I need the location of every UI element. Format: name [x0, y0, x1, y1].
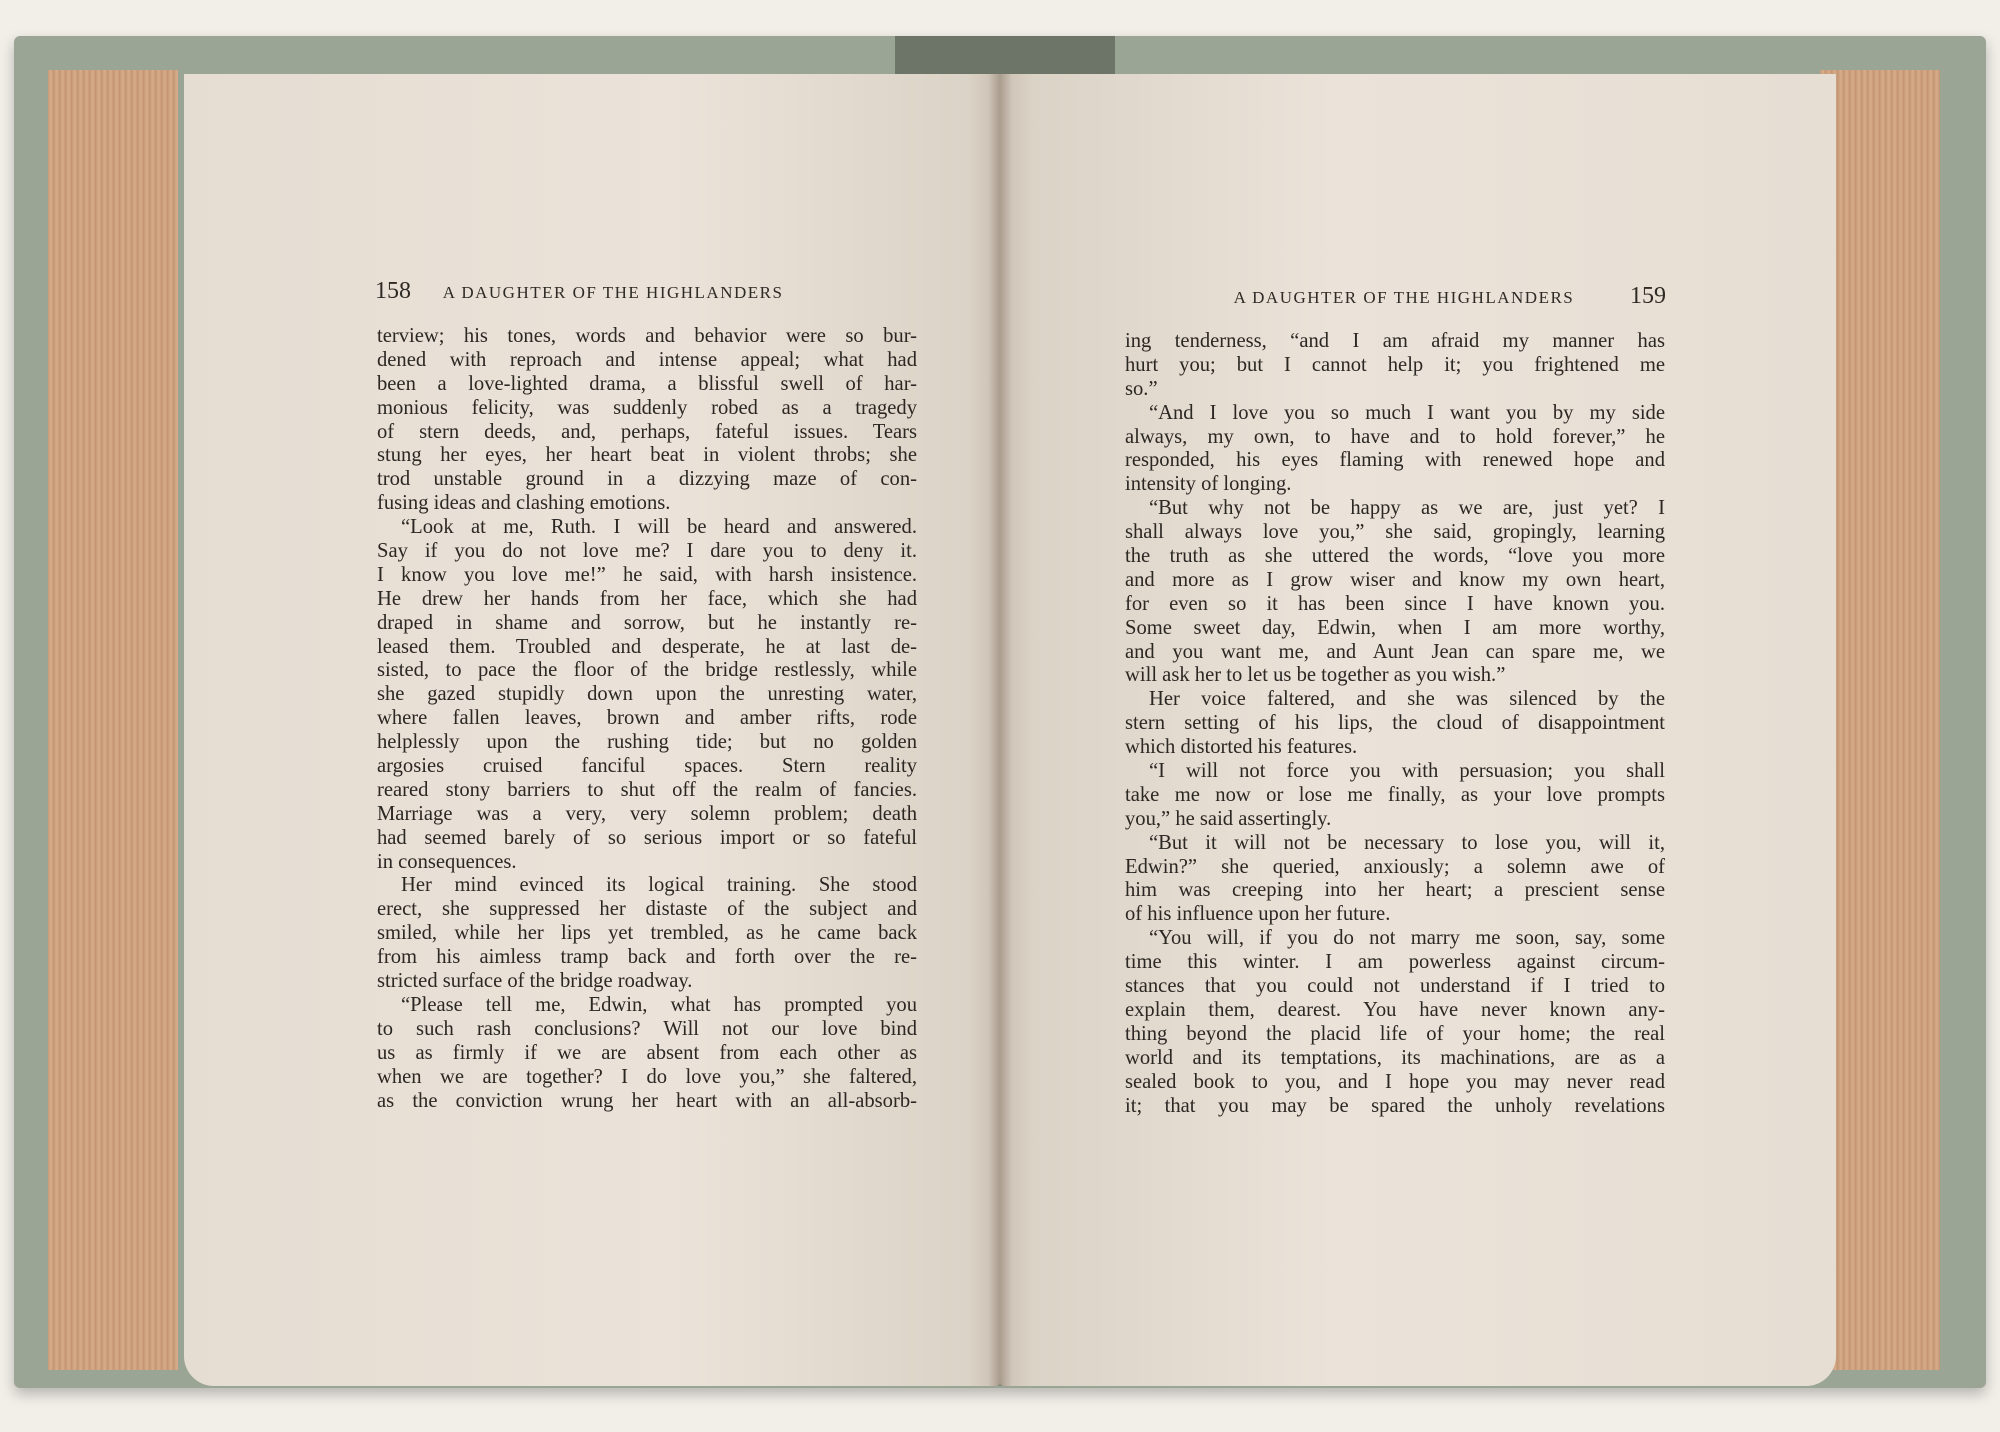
text-line: hurt you; but I cannot help it; you frightened me [1125, 353, 1665, 376]
text-line: trod unstable ground in a dizzying maze of con- [377, 468, 917, 491]
text-line: “I will not force you with persuasion; you shall [1149, 760, 1665, 783]
text-line: monious felicity, was suddenly robed as a tragedy [377, 396, 917, 419]
right-page-edges [1820, 70, 1940, 1370]
text-line: “But why not be happy as we are, just yet? I [1149, 497, 1665, 520]
text-line: leased them. Troubled and desperate, he at last de- [377, 635, 917, 658]
text-line: helplessly upon the rushing tide; but no golden [377, 731, 917, 754]
book-spine [895, 36, 1115, 76]
text-line: shall always love you,” she said, gropingly, learning [1125, 521, 1665, 544]
text-line: intensity of longing. [1125, 473, 1292, 496]
text-line: when we are together? I do love you,” she faltered, [377, 1065, 917, 1088]
right-page-header [1186, 283, 1666, 310]
text-line: time this winter. I am powerless against circum- [1125, 951, 1665, 974]
text-line: to such rash conclusions? Will not our love bind [377, 1017, 917, 1040]
text-line: you,” he said assertingly. [1125, 807, 1332, 830]
text-line: He drew her hands from her face, which she had [377, 587, 917, 610]
left-page-number: 158 [375, 278, 411, 304]
text-line: in consequences. [377, 850, 517, 873]
text-line: Marriage was a very, very solemn problem; death [377, 802, 917, 825]
text-line: had seemed barely of so serious import or so fateful [377, 826, 917, 849]
text-line: stern setting of his lips, the cloud of disappointment [1125, 712, 1665, 735]
text-line: draped in shame and sorrow, but he instantly re- [377, 611, 917, 634]
text-line: “Please tell me, Edwin, what has prompted you [401, 993, 917, 1016]
text-line: reared stony barriers to shut off the realm of fancies. [377, 778, 917, 801]
text-line: “But it will not be necessary to lose you, will it, [1149, 831, 1665, 854]
text-line: Her voice faltered, and she was silenced by the [1149, 688, 1665, 711]
text-line: dened with reproach and intense appeal; what had [377, 348, 917, 371]
text-line: take me now or lose me finally, as your love prompts [1125, 783, 1665, 806]
left-running-head: A DAUGHTER OF THE HIGHLANDERS [442, 283, 784, 302]
text-line: for even so it has been since I have known you. [1125, 592, 1665, 615]
left-page-edges [48, 70, 178, 1370]
left-page-header [375, 278, 865, 305]
text-line: us as firmly if we are absent from each other as [377, 1041, 917, 1064]
text-line: and more as I grow wiser and know my own heart, [1125, 568, 1665, 591]
text-line: stricted surface of the bridge roadway. [377, 970, 693, 993]
text-line: the truth as she uttered the words, “love you more [1125, 545, 1665, 568]
left-page-text [377, 325, 917, 1113]
text-line: and you want me, and Aunt Jean can spare me, we [1125, 640, 1665, 663]
text-line: sealed book to you, and I hope you may never read [1125, 1070, 1665, 1093]
text-line: ing tenderness, “and I am afraid my manner has [1125, 330, 1665, 352]
text-line: Say if you do not love me? I dare you to deny it. [377, 540, 917, 563]
right-page-text [1125, 330, 1665, 1118]
text-line: “And I love you so much I want you by my side [1149, 401, 1665, 424]
text-line: stances that you could not understand if I tried to [1125, 975, 1665, 998]
right-running-head: A DAUGHTER OF THE HIGHLANDERS [1233, 288, 1575, 307]
text-line: so.” [1125, 377, 1158, 400]
text-line: as the conviction wrung her heart with an all-absorb- [377, 1089, 917, 1112]
text-line: “Look at me, Ruth. I will be heard and answered. [401, 516, 917, 539]
text-line: which distorted his features. [1125, 736, 1358, 759]
text-line: where fallen leaves, brown and amber rifts, rode [377, 707, 917, 730]
text-line: always, my own, to have and to hold forever,” he [1125, 425, 1665, 448]
text-line: of his influence upon her future. [1125, 903, 1391, 926]
text-line: been a love-lighted drama, a blissful swell of har- [377, 372, 917, 395]
text-line: argosies cruised fanciful spaces. Stern reality [377, 755, 917, 778]
text-line: sisted, to pace the floor of the bridge restlessly, while [377, 659, 917, 682]
text-line: she gazed stupidly down upon the unresting water, [377, 683, 917, 706]
text-line: world and its temptations, its machinations, are as a [1125, 1046, 1665, 1069]
text-line: it; that you may be spared the unholy revelations [1125, 1094, 1665, 1117]
text-line: Her mind evinced its logical training. She stood [401, 874, 917, 897]
text-line: I know you love me!” he said, with harsh insistence. [377, 563, 917, 586]
text-line: fusing ideas and clashing emotions. [377, 492, 671, 515]
text-line: thing beyond the placid life of your home; the real [1125, 1022, 1665, 1045]
text-line: Edwin?” she queried, anxiously; a solemn awe of [1125, 855, 1665, 878]
text-line: smiled, while her lips yet trembled, as he came back [377, 922, 917, 945]
text-line: explain them, dearest. You have never known any- [1125, 998, 1665, 1021]
text-line: terview; his tones, words and behavior were so bur- [377, 325, 917, 347]
text-line: erect, she suppressed her distaste of the subject and [377, 898, 917, 921]
right-page-number: 159 [1630, 283, 1666, 309]
text-line: stung her eyes, her heart beat in violent throbs; she [377, 444, 917, 467]
text-line: from his aimless tramp back and forth over the re- [377, 946, 917, 969]
text-line: him was creeping into her heart; a prescient sense [1125, 879, 1665, 902]
text-line: responded, his eyes flaming with renewed hope and [1125, 449, 1665, 472]
text-line: will ask her to let us be together as you wish.” [1125, 664, 1506, 687]
text-line: of stern deeds, and, perhaps, fateful issues. Tears [377, 420, 917, 443]
text-line: Some sweet day, Edwin, when I am more worthy, [1125, 616, 1665, 639]
text-line: “You will, if you do not marry me soon, say, some [1149, 927, 1665, 950]
book-gutter [988, 74, 1012, 1386]
